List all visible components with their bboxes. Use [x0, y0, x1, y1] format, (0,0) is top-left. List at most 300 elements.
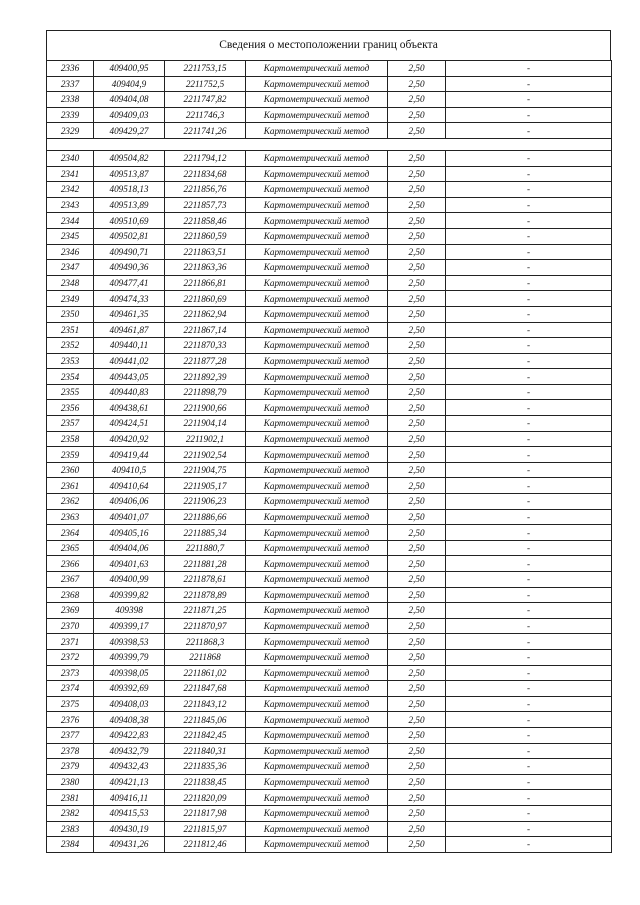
accuracy-cell: 2,50	[388, 790, 446, 806]
y-coordinate-cell: 2211860,69	[165, 291, 246, 307]
accuracy-cell: 2,50	[388, 166, 446, 182]
y-coordinate-cell: 2211753,15	[165, 61, 246, 77]
accuracy-cell: 2,50	[388, 774, 446, 790]
y-coordinate-cell: 2211835,36	[165, 759, 246, 775]
accuracy-cell: 2,50	[388, 400, 446, 416]
table-row	[47, 61, 612, 77]
method-cell: Картометрический метод	[246, 837, 388, 853]
y-coordinate-cell: 2211747,82	[165, 92, 246, 108]
description-cell: -	[446, 712, 612, 728]
group-separator	[47, 138, 612, 150]
description-cell: -	[446, 150, 612, 166]
table-row	[47, 107, 612, 123]
point-number-cell: 2377	[47, 727, 94, 743]
description-cell: -	[446, 166, 612, 182]
description-cell: -	[446, 369, 612, 385]
table-row	[47, 540, 612, 556]
method-cell: Картометрический метод	[246, 572, 388, 588]
table-row	[47, 92, 612, 108]
x-coordinate-cell: 409490,71	[94, 244, 165, 260]
description-cell: -	[446, 727, 612, 743]
accuracy-cell: 2,50	[388, 92, 446, 108]
description-cell: -	[446, 696, 612, 712]
accuracy-cell: 2,50	[388, 369, 446, 385]
description-cell: -	[446, 322, 612, 338]
method-cell: Картометрический метод	[246, 821, 388, 837]
point-number-cell: 2352	[47, 338, 94, 354]
accuracy-cell: 2,50	[388, 338, 446, 354]
y-coordinate-cell: 2211861,02	[165, 665, 246, 681]
point-number-cell: 2365	[47, 540, 94, 556]
x-coordinate-cell: 409502,81	[94, 228, 165, 244]
table-row	[47, 400, 612, 416]
table-row	[47, 618, 612, 634]
point-number-cell: 2372	[47, 649, 94, 665]
x-coordinate-cell: 409421,13	[94, 774, 165, 790]
description-cell: -	[446, 587, 612, 603]
description-cell: -	[446, 275, 612, 291]
x-coordinate-cell: 409419,44	[94, 447, 165, 463]
accuracy-cell: 2,50	[388, 540, 446, 556]
table-row	[47, 291, 612, 307]
point-number-cell: 2378	[47, 743, 94, 759]
y-coordinate-cell: 2211863,51	[165, 244, 246, 260]
x-coordinate-cell: 409404,9	[94, 76, 165, 92]
x-coordinate-cell: 409440,11	[94, 338, 165, 354]
description-cell: -	[446, 384, 612, 400]
point-number-cell: 2354	[47, 369, 94, 385]
description-cell: -	[446, 123, 612, 139]
description-cell: -	[446, 244, 612, 260]
method-cell: Картометрический метод	[246, 712, 388, 728]
method-cell: Картометрический метод	[246, 275, 388, 291]
accuracy-cell: 2,50	[388, 213, 446, 229]
description-cell: -	[446, 478, 612, 494]
point-number-cell: 2383	[47, 821, 94, 837]
description-cell: -	[446, 400, 612, 416]
x-coordinate-cell: 409513,87	[94, 166, 165, 182]
point-number-cell: 2369	[47, 603, 94, 619]
x-coordinate-cell: 409431,26	[94, 837, 165, 853]
point-number-cell: 2348	[47, 275, 94, 291]
method-cell: Картометрический метод	[246, 727, 388, 743]
y-coordinate-cell: 2211878,61	[165, 572, 246, 588]
y-coordinate-cell: 2211812,46	[165, 837, 246, 853]
y-coordinate-cell: 2211820,09	[165, 790, 246, 806]
description-cell: -	[446, 447, 612, 463]
point-number-cell: 2371	[47, 634, 94, 650]
description-cell: -	[446, 416, 612, 432]
table-row	[47, 696, 612, 712]
point-number-cell: 2361	[47, 478, 94, 494]
description-cell: -	[446, 61, 612, 77]
method-cell: Картометрический метод	[246, 92, 388, 108]
point-number-cell: 2356	[47, 400, 94, 416]
method-cell: Картометрический метод	[246, 150, 388, 166]
method-cell: Картометрический метод	[246, 338, 388, 354]
table-row	[47, 150, 612, 166]
y-coordinate-cell: 2211860,59	[165, 228, 246, 244]
x-coordinate-cell: 409440,83	[94, 384, 165, 400]
x-coordinate-cell: 409400,99	[94, 572, 165, 588]
point-number-cell: 2364	[47, 525, 94, 541]
y-coordinate-cell: 2211838,45	[165, 774, 246, 790]
x-coordinate-cell: 409408,03	[94, 696, 165, 712]
x-coordinate-cell: 409409,03	[94, 107, 165, 123]
y-coordinate-cell: 2211877,28	[165, 353, 246, 369]
point-number-cell: 2384	[47, 837, 94, 853]
table-row	[47, 556, 612, 572]
y-coordinate-cell: 2211840,31	[165, 743, 246, 759]
y-coordinate-cell: 2211858,46	[165, 213, 246, 229]
y-coordinate-cell: 2211885,34	[165, 525, 246, 541]
accuracy-cell: 2,50	[388, 76, 446, 92]
y-coordinate-cell: 2211815,97	[165, 821, 246, 837]
point-number-cell: 2350	[47, 306, 94, 322]
accuracy-cell: 2,50	[388, 123, 446, 139]
point-number-cell: 2368	[47, 587, 94, 603]
point-number-cell: 2344	[47, 213, 94, 229]
x-coordinate-cell: 409399,79	[94, 649, 165, 665]
y-coordinate-cell: 2211892,39	[165, 369, 246, 385]
description-cell: -	[446, 213, 612, 229]
x-coordinate-cell: 409410,5	[94, 462, 165, 478]
table-row	[47, 197, 612, 213]
accuracy-cell: 2,50	[388, 696, 446, 712]
x-coordinate-cell: 409430,19	[94, 821, 165, 837]
y-coordinate-cell: 2211867,14	[165, 322, 246, 338]
point-number-cell: 2359	[47, 447, 94, 463]
method-cell: Картометрический метод	[246, 182, 388, 198]
x-coordinate-cell: 409461,87	[94, 322, 165, 338]
x-coordinate-cell: 409401,63	[94, 556, 165, 572]
x-coordinate-cell: 409422,83	[94, 727, 165, 743]
method-cell: Картометрический метод	[246, 369, 388, 385]
method-cell: Картометрический метод	[246, 681, 388, 697]
accuracy-cell: 2,50	[388, 634, 446, 650]
x-coordinate-cell: 409410,64	[94, 478, 165, 494]
accuracy-cell: 2,50	[388, 291, 446, 307]
method-cell: Картометрический метод	[246, 603, 388, 619]
table-row	[47, 774, 612, 790]
description-cell: -	[446, 338, 612, 354]
y-coordinate-cell: 2211870,97	[165, 618, 246, 634]
description-cell: -	[446, 107, 612, 123]
point-number-cell: 2347	[47, 260, 94, 276]
x-coordinate-cell: 409438,61	[94, 400, 165, 416]
accuracy-cell: 2,50	[388, 228, 446, 244]
description-cell: -	[446, 260, 612, 276]
y-coordinate-cell: 2211847,68	[165, 681, 246, 697]
table-row	[47, 837, 612, 853]
point-number-cell: 2343	[47, 197, 94, 213]
method-cell: Картометрический метод	[246, 587, 388, 603]
x-coordinate-cell: 409518,13	[94, 182, 165, 198]
method-cell: Картометрический метод	[246, 123, 388, 139]
y-coordinate-cell: 2211898,79	[165, 384, 246, 400]
table-row	[47, 322, 612, 338]
method-cell: Картометрический метод	[246, 696, 388, 712]
description-cell: -	[446, 634, 612, 650]
point-number-cell: 2339	[47, 107, 94, 123]
method-cell: Картометрический метод	[246, 107, 388, 123]
x-coordinate-cell: 409474,33	[94, 291, 165, 307]
method-cell: Картометрический метод	[246, 260, 388, 276]
accuracy-cell: 2,50	[388, 759, 446, 775]
point-number-cell: 2340	[47, 150, 94, 166]
description-cell: -	[446, 197, 612, 213]
table-row	[47, 338, 612, 354]
method-cell: Картометрический метод	[246, 306, 388, 322]
table-row	[47, 805, 612, 821]
point-number-cell: 2353	[47, 353, 94, 369]
point-number-cell: 2370	[47, 618, 94, 634]
description-cell: -	[446, 509, 612, 525]
accuracy-cell: 2,50	[388, 322, 446, 338]
accuracy-cell: 2,50	[388, 275, 446, 291]
y-coordinate-cell: 2211863,36	[165, 260, 246, 276]
table-row	[47, 525, 612, 541]
x-coordinate-cell: 409420,92	[94, 431, 165, 447]
point-number-cell: 2355	[47, 384, 94, 400]
x-coordinate-cell: 409392,69	[94, 681, 165, 697]
point-number-cell: 2349	[47, 291, 94, 307]
point-number-cell: 2360	[47, 462, 94, 478]
y-coordinate-cell: 2211871,25	[165, 603, 246, 619]
x-coordinate-cell: 409441,02	[94, 353, 165, 369]
description-cell: -	[446, 665, 612, 681]
table-row	[47, 572, 612, 588]
description-cell: -	[446, 837, 612, 853]
table-row	[47, 743, 612, 759]
point-number-cell: 2345	[47, 228, 94, 244]
x-coordinate-cell: 409461,35	[94, 306, 165, 322]
y-coordinate-cell: 2211904,75	[165, 462, 246, 478]
method-cell: Картометрический метод	[246, 431, 388, 447]
description-cell: -	[446, 790, 612, 806]
y-coordinate-cell: 2211906,23	[165, 494, 246, 510]
description-cell: -	[446, 556, 612, 572]
method-cell: Картометрический метод	[246, 509, 388, 525]
method-cell: Картометрический метод	[246, 665, 388, 681]
y-coordinate-cell: 2211817,98	[165, 805, 246, 821]
accuracy-cell: 2,50	[388, 525, 446, 541]
method-cell: Картометрический метод	[246, 634, 388, 650]
y-coordinate-cell: 2211904,14	[165, 416, 246, 432]
table-row	[47, 260, 612, 276]
method-cell: Картометрический метод	[246, 291, 388, 307]
table-row	[47, 182, 612, 198]
y-coordinate-cell: 2211741,26	[165, 123, 246, 139]
table-row	[47, 665, 612, 681]
accuracy-cell: 2,50	[388, 587, 446, 603]
accuracy-cell: 2,50	[388, 197, 446, 213]
description-cell: -	[446, 603, 612, 619]
table-row	[47, 649, 612, 665]
x-coordinate-cell: 409490,36	[94, 260, 165, 276]
table-row	[47, 384, 612, 400]
point-number-cell: 2376	[47, 712, 94, 728]
accuracy-cell: 2,50	[388, 462, 446, 478]
y-coordinate-cell: 2211902,54	[165, 447, 246, 463]
point-number-cell: 2346	[47, 244, 94, 260]
method-cell: Картометрический метод	[246, 447, 388, 463]
description-cell: -	[446, 462, 612, 478]
x-coordinate-cell: 409504,82	[94, 150, 165, 166]
method-cell: Картометрический метод	[246, 525, 388, 541]
method-cell: Картометрический метод	[246, 61, 388, 77]
method-cell: Картометрический метод	[246, 384, 388, 400]
point-number-cell: 2351	[47, 322, 94, 338]
table-row	[47, 790, 612, 806]
accuracy-cell: 2,50	[388, 494, 446, 510]
description-cell: -	[446, 821, 612, 837]
point-number-cell: 2380	[47, 774, 94, 790]
accuracy-cell: 2,50	[388, 447, 446, 463]
x-coordinate-cell: 409404,08	[94, 92, 165, 108]
point-number-cell: 2374	[47, 681, 94, 697]
table-row	[47, 478, 612, 494]
description-cell: -	[446, 681, 612, 697]
description-cell: -	[446, 291, 612, 307]
accuracy-cell: 2,50	[388, 260, 446, 276]
table-row	[47, 76, 612, 92]
x-coordinate-cell: 409424,51	[94, 416, 165, 432]
separator-row	[47, 138, 612, 150]
description-cell: -	[446, 649, 612, 665]
description-cell: -	[446, 759, 612, 775]
description-cell: -	[446, 431, 612, 447]
table-row	[47, 369, 612, 385]
table-row	[47, 727, 612, 743]
description-cell: -	[446, 182, 612, 198]
y-coordinate-cell: 2211881,28	[165, 556, 246, 572]
description-cell: -	[446, 494, 612, 510]
description-cell: -	[446, 572, 612, 588]
description-cell: -	[446, 540, 612, 556]
method-cell: Картометрический метод	[246, 805, 388, 821]
table-row	[47, 821, 612, 837]
x-coordinate-cell: 409398	[94, 603, 165, 619]
table-row	[47, 353, 612, 369]
x-coordinate-cell: 409477,41	[94, 275, 165, 291]
y-coordinate-cell: 2211866,81	[165, 275, 246, 291]
y-coordinate-cell: 2211868,3	[165, 634, 246, 650]
y-coordinate-cell: 2211857,73	[165, 197, 246, 213]
method-cell: Картометрический метод	[246, 400, 388, 416]
y-coordinate-cell: 2211746,3	[165, 107, 246, 123]
table-row	[47, 509, 612, 525]
description-cell: -	[446, 76, 612, 92]
method-cell: Картометрический метод	[246, 759, 388, 775]
accuracy-cell: 2,50	[388, 416, 446, 432]
point-number-cell: 2362	[47, 494, 94, 510]
table-row	[47, 275, 612, 291]
description-cell: -	[446, 774, 612, 790]
table-row	[47, 603, 612, 619]
accuracy-cell: 2,50	[388, 805, 446, 821]
table-row	[47, 681, 612, 697]
table-row	[47, 587, 612, 603]
y-coordinate-cell: 2211794,12	[165, 150, 246, 166]
table-row	[47, 228, 612, 244]
method-cell: Картометрический метод	[246, 416, 388, 432]
x-coordinate-cell: 409400,95	[94, 61, 165, 77]
accuracy-cell: 2,50	[388, 556, 446, 572]
accuracy-cell: 2,50	[388, 150, 446, 166]
accuracy-cell: 2,50	[388, 61, 446, 77]
method-cell: Картометрический метод	[246, 774, 388, 790]
method-cell: Картометрический метод	[246, 743, 388, 759]
method-cell: Картометрический метод	[246, 540, 388, 556]
x-coordinate-cell: 409398,53	[94, 634, 165, 650]
x-coordinate-cell: 409432,79	[94, 743, 165, 759]
accuracy-cell: 2,50	[388, 572, 446, 588]
accuracy-cell: 2,50	[388, 821, 446, 837]
document-title: Сведения о местоположении границ объекта	[46, 30, 611, 60]
description-cell: -	[446, 353, 612, 369]
method-cell: Картометрический метод	[246, 197, 388, 213]
x-coordinate-cell: 409405,16	[94, 525, 165, 541]
coordinates-group-1	[47, 61, 612, 139]
y-coordinate-cell: 2211868	[165, 649, 246, 665]
x-coordinate-cell: 409429,27	[94, 123, 165, 139]
point-number-cell: 2329	[47, 123, 94, 139]
point-number-cell: 2382	[47, 805, 94, 821]
y-coordinate-cell: 2211900,66	[165, 400, 246, 416]
coordinates-table	[46, 60, 612, 853]
method-cell: Картометрический метод	[246, 166, 388, 182]
method-cell: Картометрический метод	[246, 649, 388, 665]
point-number-cell: 2373	[47, 665, 94, 681]
description-cell: -	[446, 618, 612, 634]
accuracy-cell: 2,50	[388, 665, 446, 681]
method-cell: Картометрический метод	[246, 244, 388, 260]
y-coordinate-cell: 2211880,7	[165, 540, 246, 556]
accuracy-cell: 2,50	[388, 431, 446, 447]
description-cell: -	[446, 805, 612, 821]
accuracy-cell: 2,50	[388, 353, 446, 369]
method-cell: Картометрический метод	[246, 618, 388, 634]
method-cell: Картометрический метод	[246, 322, 388, 338]
x-coordinate-cell: 409416,11	[94, 790, 165, 806]
x-coordinate-cell: 409443,05	[94, 369, 165, 385]
accuracy-cell: 2,50	[388, 478, 446, 494]
y-coordinate-cell: 2211878,89	[165, 587, 246, 603]
description-cell: -	[446, 228, 612, 244]
description-cell: -	[446, 92, 612, 108]
accuracy-cell: 2,50	[388, 649, 446, 665]
point-number-cell: 2341	[47, 166, 94, 182]
x-coordinate-cell: 409406,06	[94, 494, 165, 510]
x-coordinate-cell: 409513,89	[94, 197, 165, 213]
point-number-cell: 2375	[47, 696, 94, 712]
y-coordinate-cell: 2211902,1	[165, 431, 246, 447]
accuracy-cell: 2,50	[388, 618, 446, 634]
method-cell: Картометрический метод	[246, 462, 388, 478]
point-number-cell: 2357	[47, 416, 94, 432]
table-row	[47, 462, 612, 478]
accuracy-cell: 2,50	[388, 244, 446, 260]
point-number-cell: 2381	[47, 790, 94, 806]
table-row	[47, 166, 612, 182]
accuracy-cell: 2,50	[388, 743, 446, 759]
description-cell: -	[446, 743, 612, 759]
accuracy-cell: 2,50	[388, 681, 446, 697]
accuracy-cell: 2,50	[388, 384, 446, 400]
x-coordinate-cell: 409399,82	[94, 587, 165, 603]
accuracy-cell: 2,50	[388, 107, 446, 123]
